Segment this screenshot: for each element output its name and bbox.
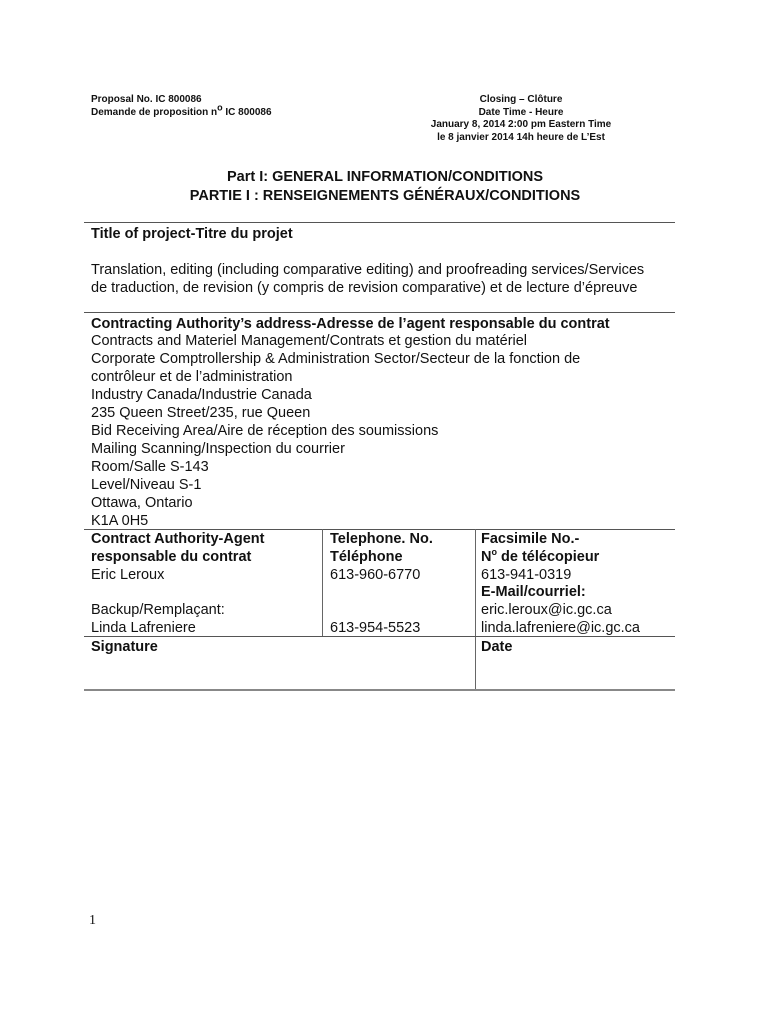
fax-heading-line-1: Facsimile No.- — [481, 531, 580, 547]
closing-date-fr: le 8 janvier 2014 14h heure de L’Est — [437, 131, 605, 143]
closing-label: Closing – Clôture — [479, 94, 563, 105]
project-title-line-2: de traduction, de revision (y compris de revision comparative) et de lecture d’épreuve — [91, 280, 638, 296]
part-title-fr: PARTIE I : RENSEIGNEMENTS GÉNÉRAUX/CONDITIONS — [189, 188, 581, 204]
proposal-number-en: Proposal No. IC 800086 — [91, 94, 202, 105]
project-title-line-1: Translation, editing (including comparative editing) and proofreading services/Services — [91, 262, 645, 278]
address-line: contrôleur et de l’administration — [91, 369, 293, 385]
page-number: 1 — [89, 913, 96, 928]
backup-name: Linda Lafreniere — [91, 620, 196, 636]
fax-heading-n: N — [481, 549, 492, 565]
backup-label: Backup/Remplaçant: — [91, 602, 225, 618]
phone-heading-line-1: Telephone. No. — [330, 531, 433, 547]
email-label: E-Mail/courriel: — [481, 584, 586, 600]
address-line: Mailing Scanning/Inspection du courrier — [91, 441, 345, 457]
part-title-en: Part I: GENERAL INFORMATION/CONDITIONS — [226, 169, 544, 185]
address-line: Contracts and Materiel Management/Contrats et gestion du matériel — [91, 333, 528, 349]
proposal-number-fr — [91, 102, 272, 120]
column-divider — [475, 529, 476, 690]
address-line: 235 Queen Street/235, rue Queen — [91, 405, 311, 421]
address-line: Level/Niveau S-1 — [91, 477, 202, 493]
signature-label: Signature — [91, 639, 158, 655]
address-line: Room/Salle S-143 — [91, 459, 209, 475]
agent-phone: 613-960-6770 — [330, 567, 421, 583]
bottom-rule — [84, 689, 675, 691]
address-line: Bid Receiving Area/Aire de réception des soumissions — [91, 423, 439, 439]
column-divider — [322, 529, 323, 636]
phone-heading-line-2: Téléphone — [330, 549, 403, 565]
project-title-heading: Title of project-Titre du projet — [91, 226, 293, 242]
authority-heading: Contracting Authority’s address-Adresse de l’agent responsable du contrat — [91, 316, 610, 332]
closing-date-time-label: Date Time - Heure — [478, 106, 564, 118]
backup-email: linda.lafreniere@ic.gc.ca — [481, 620, 640, 636]
proposal-number-fr-text: Demande de proposition n — [91, 106, 218, 118]
agent-email: eric.leroux@ic.gc.ca — [481, 602, 612, 618]
closing-info — [416, 94, 626, 144]
address-line: Ottawa, Ontario — [91, 495, 193, 511]
fax-heading-sup: o — [491, 547, 497, 558]
agent-fax: 613-941-0319 — [481, 567, 572, 583]
address-line: Industry Canada/Industrie Canada — [91, 387, 312, 403]
address-line: K1A 0H5 — [91, 513, 149, 529]
fax-heading-text: de télécopieur — [496, 549, 600, 565]
proposal-number-fr-sup: o — [217, 102, 223, 113]
agent-heading-line-1: Contract Authority-Agent — [91, 531, 265, 547]
fax-heading-line-2 — [481, 548, 599, 566]
date-label: Date — [481, 639, 513, 655]
divider — [84, 222, 675, 223]
address-line: Corporate Comptrollership & Administration Sector/Secteur de la fonction de — [91, 351, 581, 367]
closing-date-en: January 8, 2014 2:00 pm Eastern Time — [430, 119, 612, 130]
proposal-number-fr-value: IC 800086 — [222, 106, 272, 118]
agent-heading-line-2: responsable du contrat — [91, 549, 252, 565]
agent-name: Eric Leroux — [91, 567, 165, 583]
proposal-number — [91, 94, 272, 119]
divider — [84, 312, 675, 313]
backup-phone: 613-954-5523 — [330, 620, 421, 636]
divider — [84, 636, 675, 637]
